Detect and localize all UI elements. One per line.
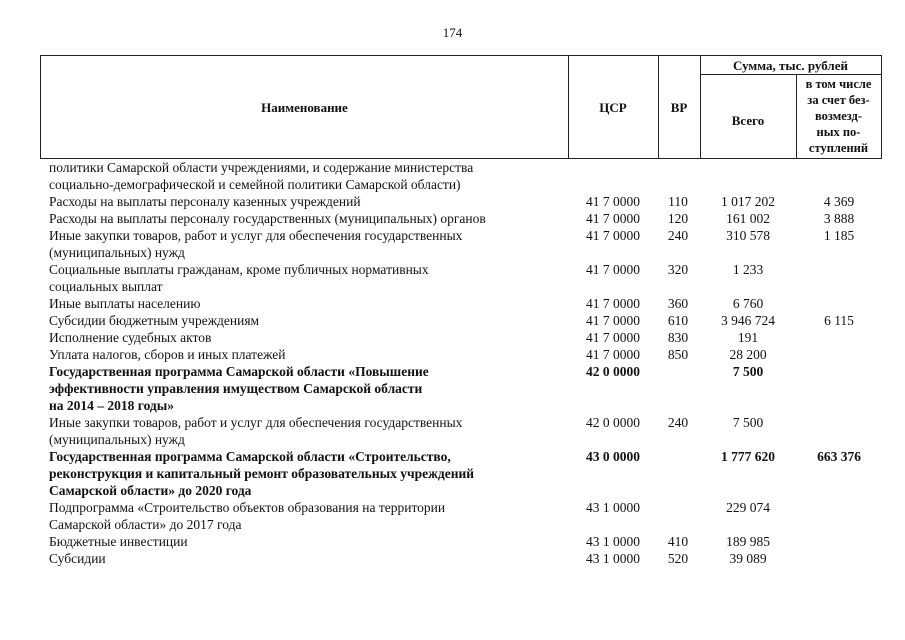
table-row — [0, 312, 905, 329]
row-total: 1 777 620 — [721, 449, 775, 464]
row-name-line: Иные закупки товаров, работ и услуг для обеспечения государственных — [49, 228, 463, 243]
row-name — [49, 329, 539, 346]
row-total: 191 — [737, 330, 759, 345]
row-name-line: Бюджетные инвестиции — [49, 534, 188, 549]
row-name — [49, 414, 539, 448]
row-name-line: Самарской области» до 2020 года — [49, 483, 252, 498]
row-csr: 41 7 0000 — [586, 347, 640, 362]
header-free-line: в том числе — [805, 77, 872, 91]
table-header — [40, 55, 882, 159]
table-row — [0, 499, 905, 533]
page-number: 174 — [442, 25, 463, 40]
row-name — [49, 159, 539, 193]
table-row — [0, 363, 905, 414]
row-total: 161 002 — [726, 211, 770, 226]
row-csr: 43 1 0000 — [586, 534, 640, 549]
row-name — [49, 550, 539, 567]
row-csr: 42 0 0000 — [586, 364, 640, 379]
row-name — [49, 210, 539, 227]
header-free — [796, 74, 881, 158]
row-total: 7 500 — [732, 415, 764, 430]
row-name-line: Расходы на выплаты персоналу государственных (муниципальных) органов — [49, 211, 486, 226]
row-vr: 320 — [667, 262, 689, 277]
row-name — [49, 295, 539, 312]
header-vr: ВР — [670, 99, 688, 115]
row-name-line: Государственная программа Самарской области «Строительство, — [49, 449, 451, 464]
table-row — [0, 414, 905, 448]
table-row — [0, 159, 905, 193]
row-total: 7 500 — [732, 364, 764, 379]
row-name — [49, 533, 539, 550]
table-row — [0, 448, 905, 499]
table-row — [0, 533, 905, 550]
row-name-line: Расходы на выплаты персоналу казенных учреждений — [49, 194, 361, 209]
table-row — [0, 227, 905, 261]
row-name — [49, 499, 539, 533]
row-name-line: Государственная программа Самарской области «Повышение — [49, 364, 429, 379]
row-name-line: социальных выплат — [49, 279, 163, 294]
row-csr: 41 7 0000 — [586, 262, 640, 277]
row-total: 1 233 — [732, 262, 764, 277]
header-name: Наименование — [261, 99, 348, 115]
header-csr: ЦСР — [599, 99, 627, 115]
row-vr: 360 — [667, 296, 689, 311]
header-sum: Сумма, тыс. рублей — [733, 57, 848, 73]
header-free-line: ных по- — [816, 125, 861, 139]
row-free: 1 185 — [823, 228, 855, 243]
row-name — [49, 346, 539, 363]
row-free: 663 376 — [817, 449, 861, 464]
header-total: Всего — [731, 112, 765, 128]
row-name-line: (муниципальных) нужд — [49, 432, 185, 447]
row-vr: 410 — [667, 534, 689, 549]
table-row — [0, 346, 905, 363]
row-total: 28 200 — [729, 347, 767, 362]
row-csr: 42 0 0000 — [586, 415, 640, 430]
row-name-line: Иные выплаты населению — [49, 296, 201, 311]
row-name-line: Исполнение судебных актов — [49, 330, 212, 345]
header-free-line: возмезд- — [814, 109, 863, 123]
row-csr: 41 7 0000 — [586, 228, 640, 243]
row-name-line: эффективности управления имуществом Самарской области — [49, 381, 423, 396]
row-name-line: политики Самарской области учреждениями, и содержание министерства — [49, 160, 474, 175]
row-name — [49, 448, 539, 499]
row-total: 189 985 — [726, 534, 770, 549]
row-free: 3 888 — [823, 211, 855, 226]
row-vr: 850 — [667, 347, 689, 362]
row-csr: 41 7 0000 — [586, 194, 640, 209]
header-free-line: за счет без- — [807, 93, 870, 107]
table-body — [0, 159, 905, 567]
row-vr: 110 — [668, 194, 688, 209]
row-csr: 41 7 0000 — [586, 211, 640, 226]
row-vr: 830 — [667, 330, 689, 345]
table-row — [0, 261, 905, 295]
row-total: 6 760 — [732, 296, 764, 311]
table-row — [0, 193, 905, 210]
row-name-line: Иные закупки товаров, работ и услуг для обеспечения государственных — [49, 415, 463, 430]
row-name-line: на 2014 – 2018 годы» — [49, 398, 175, 413]
row-name — [49, 312, 539, 329]
row-csr: 41 7 0000 — [586, 330, 640, 345]
row-vr: 240 — [667, 415, 689, 430]
row-total: 1 017 202 — [721, 194, 775, 209]
row-total: 39 089 — [729, 551, 767, 566]
table-row — [0, 210, 905, 227]
row-total: 310 578 — [726, 228, 770, 243]
row-total: 229 074 — [726, 500, 770, 515]
row-name — [49, 193, 539, 210]
row-name-line: Субсидии бюджетным учреждениям — [49, 313, 260, 328]
table-row — [0, 295, 905, 312]
row-total: 3 946 724 — [721, 313, 775, 328]
row-name — [49, 261, 539, 295]
table-row — [0, 329, 905, 346]
row-vr: 240 — [667, 228, 689, 243]
row-name-line: (муниципальных) нужд — [49, 245, 185, 260]
table-row — [0, 550, 905, 567]
row-csr: 41 7 0000 — [586, 296, 640, 311]
row-name — [49, 227, 539, 261]
row-vr: 610 — [667, 313, 689, 328]
row-vr: 120 — [667, 211, 689, 226]
row-name — [49, 363, 539, 414]
row-name-line: Самарской области» до 2017 года — [49, 517, 242, 532]
row-csr: 43 1 0000 — [586, 500, 640, 515]
row-name-line: Уплата налогов, сборов и иных платежей — [49, 347, 286, 362]
row-csr: 41 7 0000 — [586, 313, 640, 328]
row-csr: 43 0 0000 — [586, 449, 640, 464]
row-csr: 43 1 0000 — [586, 551, 640, 566]
row-free: 4 369 — [823, 194, 855, 209]
header-free-line: ступлений — [808, 141, 869, 155]
row-name-line: Социальные выплаты гражданам, кроме публичных нормативных — [49, 262, 429, 277]
row-name-line: реконструкция и капитальный ремонт образовательных учреждений — [49, 466, 475, 481]
row-name-line: Субсидии — [49, 551, 106, 566]
row-name-line: социально-демографической и семейной политики Самарской области) — [49, 177, 461, 192]
row-name-line: Подпрограмма «Строительство объектов образования на территории — [49, 500, 446, 515]
row-free: 6 115 — [824, 313, 854, 328]
row-vr: 520 — [667, 551, 689, 566]
